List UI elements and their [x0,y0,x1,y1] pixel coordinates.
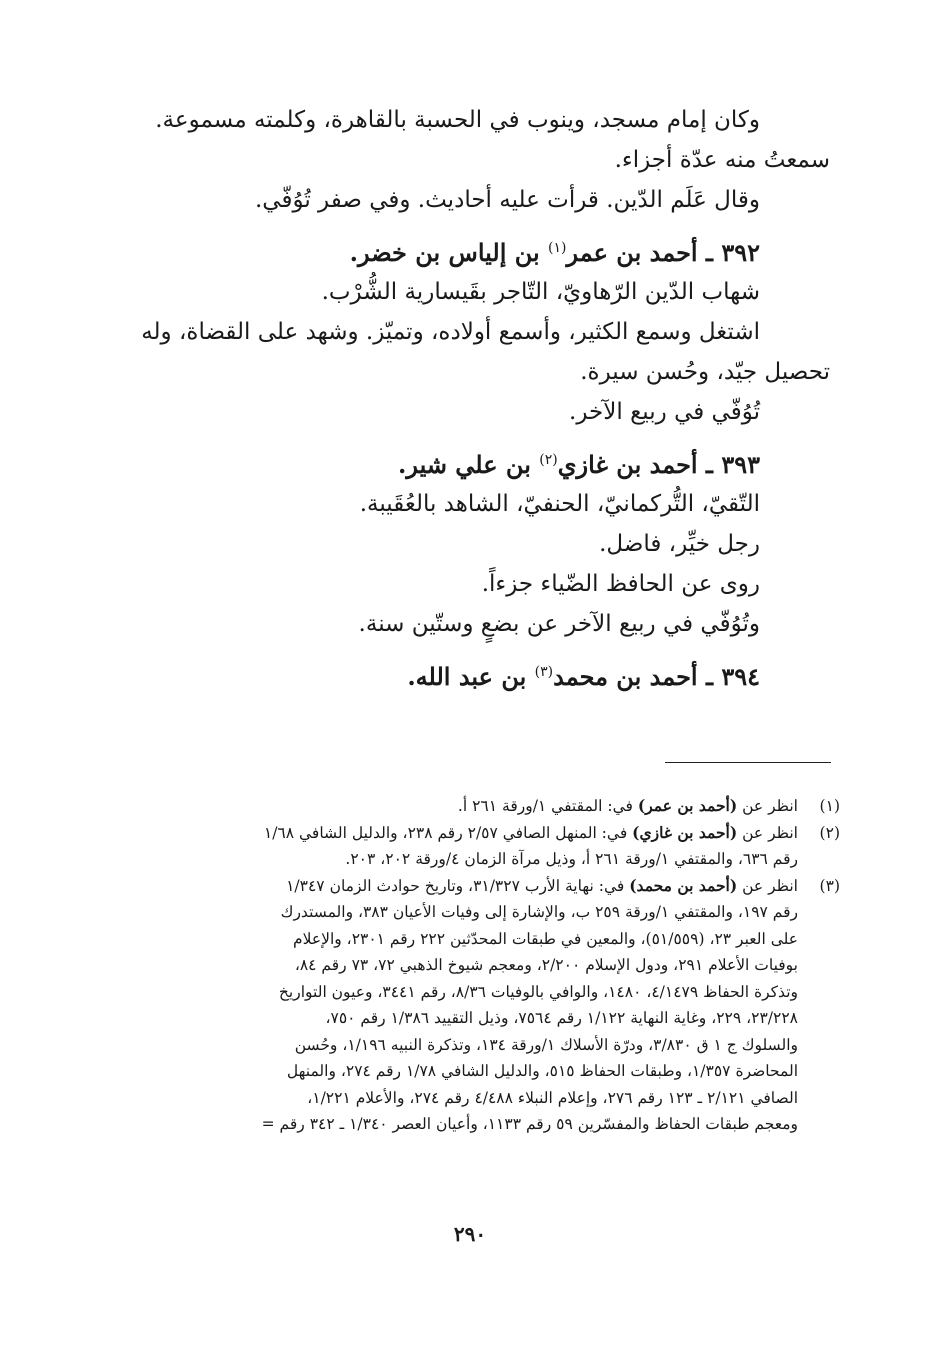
text-line: التّقيّ، التُّركمانيّ، الحنفيّ، الشاهد بالعُقَيبة. [359,491,760,517]
footnote-line: ومعجم طبقات الحفاظ والمفسّرين ٥٩ رقم ١١٣٣، وأعيان العصر ١/٣٤٠ ـ ٣٤٢ رقم = [261,1115,798,1133]
footnote-line: رقم ١٩٧، والمقتفي ١/ورقة ٢٥٩ ب، والإشارة إلى وفيات الأعيان ٣٨٣، والمستدرك [280,903,798,921]
footnote-line: الصافي ٢/١٢١ ـ ١٢٣ رقم ٢٧٦، وإعلام النبلاء ٤/٤٨٨ رقم ٢٧٤، والأعلام ١/٢٢١، [307,1088,798,1107]
entry-heading-392 [100,226,830,272]
footnote-line: بوفيات الأعلام ٢٩١، ودول الإسلام ٢/٢٠٠، ومعجم شيوخ الذهبي ٧٢، ٧٣ رقم ٨٤، [294,956,798,974]
footnote-body [100,820,798,873]
footnote-ref[interactable]: (١) [548,240,567,256]
footnote-text: في: المقتفي ١/ورقة ٢٦١ أ. [457,797,638,815]
text-line: روى عن الحافظ الضّياء جزءاً. [481,571,760,597]
footnote-lead: انظر عن [742,823,798,842]
footnote-line [100,873,798,900]
main-text [100,100,830,696]
footnote-subject: (أحمد بن عمر) [637,796,738,815]
text-line: تحصيل جيّد، وحُسن سيرة. [580,359,830,385]
entry-title-rest: بن إلياس بن خضر. [349,238,549,267]
footnote-number: (٣) [819,876,840,895]
footnote-line: رقم ٦٣٦، والمقتفي ١/ورقة ٢٦١ أ، وذيل مرآة الزمان ٤/ورقة ٢٠٢، ٢٠٣. [345,850,798,868]
entry-title-rest: بن عبد الله. [407,662,535,691]
footnotes [100,793,840,1138]
text-line: اشتغل وسمع الكثير، وأسمع أولاده، وتميّز. وشهد على القضاة، وله [141,319,760,345]
footnote-line: والسلوك ج ١ ق ٣/٨٣٠، ودرّة الأسلاك ١/ورقة ١٣٤، وتذكرة النبيه ١/١٩٦، وحُسن [294,1035,798,1054]
footnote-divider [665,762,831,763]
footnote-body [100,793,798,820]
footnote-line: ٢٣/٢٢٨، ٢٢٩، وغاية النهاية ١/١٢٢ رقم ٧٥٦٤، وذيل التقييد ١/٣٨٦ رقم ٧٥٠، [325,1009,798,1027]
footnote-lead: انظر عن [742,876,798,895]
footnote-number: (١) [819,797,840,815]
entry-title-rest: بن علي شير. [398,450,540,479]
footnote-ref[interactable]: (٢) [539,452,558,468]
entry-heading-394 [100,650,830,696]
footnote-line [100,820,798,847]
footnote-line [100,793,798,820]
text-line: وكان إمام مسجد، وينوب في الحسبة بالقاهرة، وكلمته مسموعة. [155,107,760,133]
text-line: رجل خيِّر، فاضل. [599,531,760,557]
footnote-line: المحاضرة ١/٣٥٧، وطبقات الحفاظ ٥١٥، والدليل الشافي ١/٧٨ رقم ٢٧٤، والمنهل [286,1062,798,1080]
entry-title: ٣٩٤ ـ أحمد بن محمد [553,662,760,691]
text-line: وقال عَلَم الدّين. قرأت عليه أحاديث. وفي صفر تُوُفّي. [254,187,760,213]
footnote-number: (٢) [819,823,840,842]
text-line: وتُوُفّي في ربيع الآخر عن بضعٍ وستّين سنة. [358,611,760,637]
text-line: تُوُفّي في ربيع الآخر. [569,399,760,425]
page-number: ٢٩٠ [453,1222,487,1246]
text-line: سمعتُ منه عدّة أجزاء. [614,147,830,173]
footnote-ref[interactable]: (٣) [534,664,554,680]
footnote-subject: (أحمد بن محمد) [629,875,738,895]
footnote-subject: (أحمد بن غازي) [632,822,738,842]
entry-title: ٣٩٢ ـ أحمد بن عمر [566,238,760,267]
footnote-line: وتذكرة الحفاظ ٤/١٤٧٩، ١٤٨٠، والوافي بالوفيات ٨/٣٦، رقم ٣٤٤١، وعيون التواريخ [278,982,798,1001]
entry-heading-393 [100,438,830,484]
footnote-2 [100,820,840,873]
footnote-3 [100,873,840,1138]
footnote-1 [100,793,840,820]
footnote-body [100,873,798,1138]
entry-title: ٣٩٣ ـ أحمد بن غازي [557,450,760,479]
footnote-text: في: نهاية الأرب ٣١/٣٢٧، وتاريخ حوادث الزمان ١/٣٤٧ [286,876,630,895]
text-line: شهاب الدّين الرّهاويّ، التّاجر بقَيسارية الشُّرْب. [321,279,760,305]
footnote-lead: انظر عن [742,797,798,815]
footnote-line: على العبر ٢٣، (٥١/٥٥٩)، والمعين في طبقات المحدّثين ٢٢٢ رقم ٢٣٠١، والإعلام [293,929,798,948]
footnote-text: في: المنهل الصافي ٢/٥٧ رقم ٢٣٨، والدليل الشافي ١/٦٨ [263,823,633,842]
